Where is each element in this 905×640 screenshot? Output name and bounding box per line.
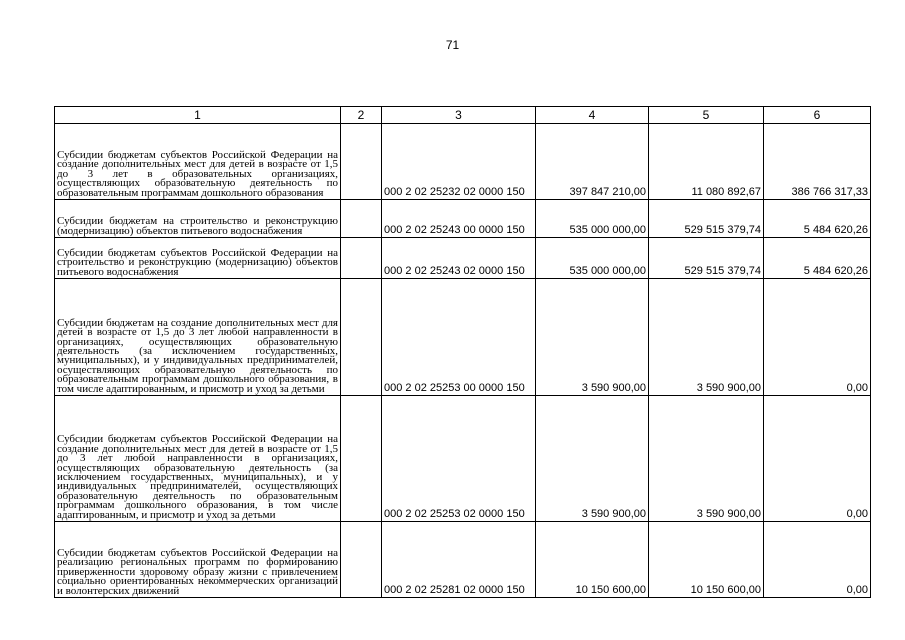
table-header-row [55,107,871,124]
amount-cell: 3 590 900,00 [536,279,649,396]
table-row [55,279,871,396]
header-cell: 3 [382,107,536,124]
header-cell: 6 [764,107,871,124]
header-cell: 5 [649,107,764,124]
name-cell: Субсидии бюджетам субъектов Российской Федерации на строительство и реконструкцию (модернизацию) объектов питьевого водоснабжения [55,238,341,279]
amount-cell: 535 000 000,00 [536,238,649,279]
amount-cell: 3 590 900,00 [649,396,764,522]
name-cell: Субсидии бюджетам на создание дополнительных мест для детей в возрасте от 1,5 до 3 лет любой направленности в организациях, осуществляющих образовательную деятельность (за исключением государственных, муниципальных), и у индивидуальных предпринимателей, осуществляющих образовательную деятельность по образовательным программам дошкольного образования, в том числе адаптированным, и присмотр и уход за детьми [55,279,341,396]
empty-cell [341,124,382,200]
amount-cell: 11 080 892,67 [649,124,764,200]
amount-cell: 0,00 [764,279,871,396]
amount-cell: 397 847 210,00 [536,124,649,200]
name-cell: Субсидии бюджетам на строительство и реконструкцию (модернизацию) объектов питьевого водоснабжения [55,200,341,238]
amount-cell: 10 150 600,00 [649,522,764,598]
amount-cell: 3 590 900,00 [649,279,764,396]
name-cell: Субсидии бюджетам субъектов Российской Федерации на создание дополнительных мест для детей в возрасте от 1,5 до 3 лет в образовательных организациях, осуществляющих образовательную деятельность по образовательным программам дошкольного образования [55,124,341,200]
amount-cell: 535 000 000,00 [536,200,649,238]
code-cell: 000 2 02 25243 02 0000 150 [382,238,536,279]
table-row [55,238,871,279]
table-row [55,522,871,598]
table-row [55,124,871,200]
header-cell: 4 [536,107,649,124]
header-cell: 1 [55,107,341,124]
amount-cell: 0,00 [764,522,871,598]
table-row [55,200,871,238]
amount-cell: 3 590 900,00 [536,396,649,522]
code-cell: 000 2 02 25281 02 0000 150 [382,522,536,598]
empty-cell [341,279,382,396]
empty-cell [341,522,382,598]
header-cell: 2 [341,107,382,124]
name-cell: Субсидии бюджетам субъектов Российской Федерации на реализацию региональных программ по формированию приверженности здоровому образу жизни с привлечением социально ориентированных некоммерческих организаций и волонтерских движений [55,522,341,598]
empty-cell [341,238,382,279]
code-cell: 000 2 02 25232 02 0000 150 [382,124,536,200]
budget-table [54,106,871,598]
amount-cell: 10 150 600,00 [536,522,649,598]
budget-table-body [55,107,871,598]
amount-cell: 529 515 379,74 [649,238,764,279]
amount-cell: 529 515 379,74 [649,200,764,238]
code-cell: 000 2 02 25243 00 0000 150 [382,200,536,238]
page-number: 71 [445,38,460,52]
amount-cell: 5 484 620,26 [764,200,871,238]
amount-cell: 386 766 317,33 [764,124,871,200]
empty-cell [341,396,382,522]
code-cell: 000 2 02 25253 00 0000 150 [382,279,536,396]
amount-cell: 0,00 [764,396,871,522]
table-row [55,396,871,522]
code-cell: 000 2 02 25253 02 0000 150 [382,396,536,522]
amount-cell: 5 484 620,26 [764,238,871,279]
empty-cell [341,200,382,238]
name-cell: Субсидии бюджетам субъектов Российской Федерации на создание дополнительных мест для детей в возрасте от 1,5 до 3 лет любой направленности в организациях, осуществляющих образовательную деятельность (за исключением государственных, муниципальных), и у индивидуальных предпринимателей, осуществляющих образовательную деятельность по образовательным программам дошкольного образования, в том числе адаптированным, и присмотр и уход за детьми [55,396,341,522]
